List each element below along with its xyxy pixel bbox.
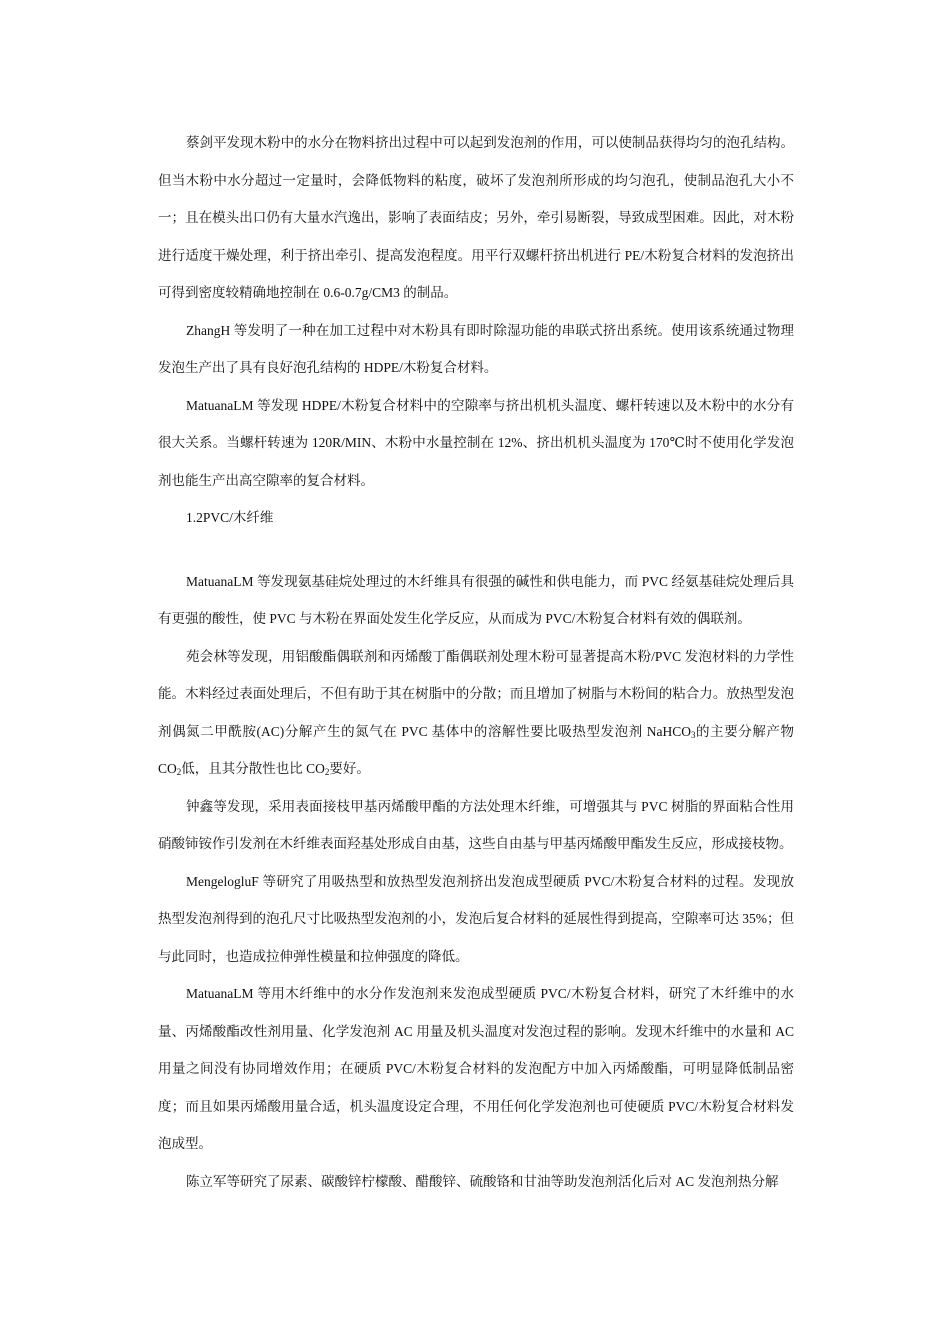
paragraph-4: MatuanaLM 等发现氨基硅烷处理过的木纤维具有很强的碱性和供电能力，而 PVC 经氨基硅烷处理后具有更强的酸性，使 PVC 与木粉在界面处发生化学反应，从而成为 PVC/木粉复合材料有效的偶联剂。	[158, 573, 794, 626]
paragraph-5-text-d: 要好。	[329, 761, 370, 776]
paragraph-3: MatuanaLM 等发现 HDPE/木粉复合材料中的空隙率与挤出机机头温度、螺杆转速以及木粉中的水分有很大关系。当螺杆转速为 120R/MIN、木粉中水量控制在 12%、挤出机机头温度为 170℃时不使用化学发泡剂也能生产出高空隙率的复合材料。	[158, 397, 794, 488]
paragraph-6: 钟鑫等发现，采用表面接枝甲基丙烯酸甲酯的方法处理木纤维，可增强其与 PVC 树脂的界面粘合性用硝酸铈铵作引发剂在木纤维表面羟基处形成自由基，这些自由基与甲基丙烯酸甲酯发生反应，形成接枝物。	[158, 798, 794, 851]
section-heading: 1.2PVC/木纤维	[186, 510, 274, 525]
paragraph-1: 蔡剑平发现木粉中的水分在物料挤出过程中可以起到发泡剂的作用，可以使制品获得均匀的泡孔结构。但当木粉中水分超过一定量时，会降低物料的粘度，破坏了发泡剂所形成的均匀泡孔，使制品泡孔大小不一；且在模头出口仍有大量水汽逸出，影响了表面结皮；另外，牵引易断裂，导致成型困难。因此，对木粉进行适度干燥处理，利于挤出牵引、提高发泡程度。用平行双螺杆挤出机进行 PE/木粉复合材料的发泡挤出可得到密度较精确地控制在 0.6-0.7g/CM3 的制品。	[158, 135, 794, 300]
subscript-2b: 2	[324, 767, 330, 777]
paragraph-5	[158, 638, 794, 788]
paragraph-9: 陈立军等研究了尿素、碳酸锌柠檬酸、醋酸锌、硫酸铬和甘油等助发泡剂活化后对 AC 发泡剂热分解	[186, 1173, 779, 1189]
paragraph-8: MatuanaLM 等用木纤维中的水分作发泡剂来发泡成型硬质 PVC/木粉复合材料，研究了木纤维中的水量、丙烯酸酯改性剂用量、化学发泡剂 AC 用量及机头温度对发泡过程的影响。发现木纤维中的水量和 AC 用量之间没有协同增效作用；在硬质 PVC/木粉复合材料的发泡配方中加入丙烯酸酯，可明显降低制品密度；而且如果丙烯酸用量合适，机头温度设定合理，不用任何化学发泡剂也可使硬质 PVC/木粉复合材料发泡成型。	[158, 986, 794, 1151]
subscript-3: 3	[690, 729, 696, 740]
spacer	[158, 537, 794, 563]
paragraph-2: ZhangH 等发明了一种在加工过程中对木粉具有即时除湿功能的串联式挤出系统。使用该系统通过物理发泡生产出了具有良好泡孔结构的 HDPE/木粉复合材料。	[158, 322, 794, 375]
document-body	[158, 124, 794, 1200]
subscript-2: 2	[176, 767, 182, 777]
paragraph-5-text-a: 苑会林等发现，用铝酸酯偶联剂和丙烯酸丁酯偶联剂处理木粉可显著提高木粉/PVC 发泡材料的力学性能。木料经过表面处理后，不但有助于其在树脂中的分散；而且增加了树脂与木粉间的粘合力。放热型发泡剂偶氮二甲酰胺(AC)分解产生的氮气在 PVC 基体中的溶解性要比吸热型发泡剂 NaHCO	[158, 648, 794, 739]
paragraph-7: MengelogluF 等研究了用吸热型和放热型发泡剂挤出发泡成型硬质 PVC/木粉复合材料的过程。发现放热型发泡剂得到的泡孔尺寸比吸热型发泡剂的小，发泡后复合材料的延展性得到提高，空隙率可达 35%；但与此同时，也造成拉伸弹性模量和拉伸强度的降低。	[158, 873, 794, 964]
paragraph-5-text-b: 的主要分解产物 CO	[158, 723, 795, 776]
paragraph-5-text-c: 低，且其分散性也比 CO	[181, 761, 325, 776]
